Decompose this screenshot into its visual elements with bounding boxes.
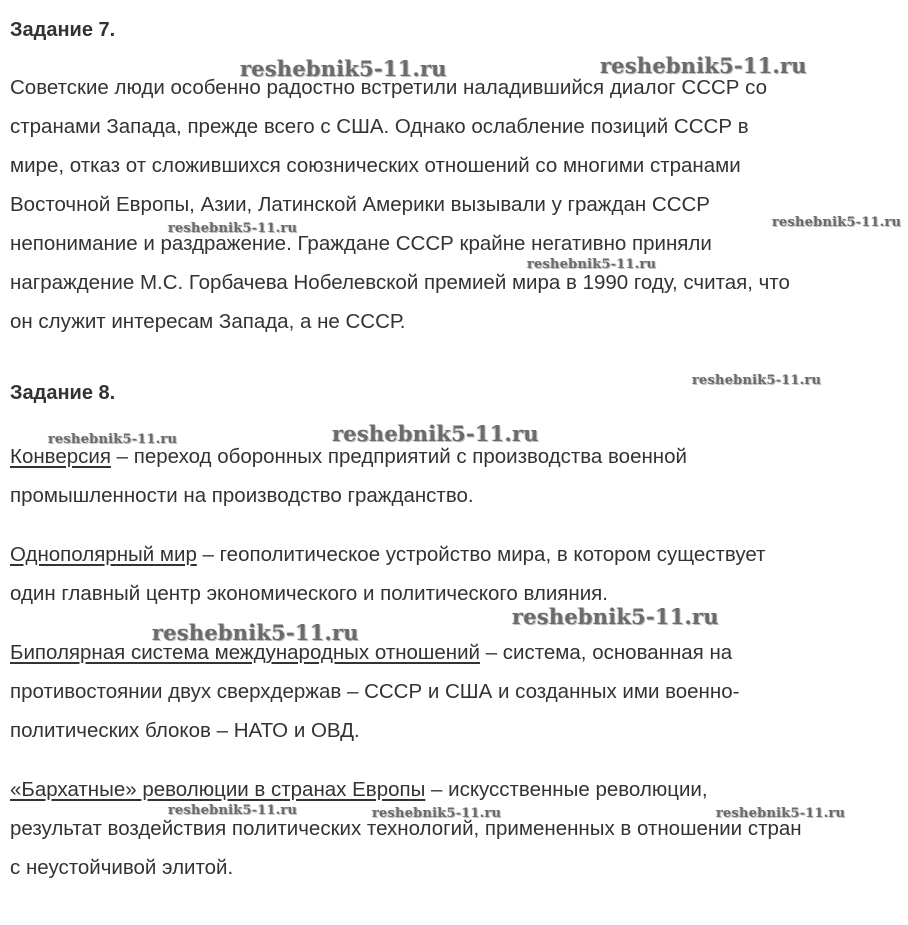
watermark: reshebnik5-11.ru [692, 373, 822, 388]
definition-line: промышленности на производство гражданство. [10, 484, 474, 507]
definition-bipolar-system [10, 633, 905, 750]
watermark: reshebnik5-11.ru [512, 604, 719, 629]
task7-line: странами Запада, прежде всего с США. Однако ослабление позиций СССР в [10, 115, 749, 138]
definition-konversiya [10, 437, 905, 515]
definition-first-line [10, 633, 905, 672]
task7-line: мире, отказ от сложившихся союзнических отношений со многими странами [10, 154, 741, 177]
task8-heading: Задание 8. [10, 382, 116, 404]
definition-velvet-revolutions [10, 770, 905, 887]
watermark: reshebnik5-11.ru [168, 803, 298, 818]
task7-paragraph [10, 68, 905, 341]
definition-term: Однополярный мир [10, 543, 197, 566]
task7-line: награждение М.С. Горбачева Нобелевской премией мира в 1990 году, считая, что [10, 271, 790, 294]
watermark: reshebnik5-11.ru [527, 257, 657, 272]
watermark: reshebnik5-11.ru [240, 56, 447, 81]
watermark: reshebnik5-11.ru [716, 806, 846, 821]
watermark: reshebnik5-11.ru [772, 215, 902, 230]
watermark: reshebnik5-11.ru [168, 221, 298, 236]
definition-text: – искусственные революции, [425, 778, 708, 801]
task7-line: он служит интересам Запада, а не СССР. [10, 310, 406, 333]
definition-first-line [10, 770, 905, 809]
task7-line: Восточной Европы, Азии, Латинской Америки вызывали у граждан СССР [10, 193, 710, 216]
definition-text: – переход оборонных предприятий с производства военной [110, 445, 687, 468]
definition-text: – геополитическое устройство мира, в котором существует [196, 543, 766, 566]
task7-line: Советские люди особенно радостно встретили наладившийся диалог СССР со [10, 76, 768, 99]
definition-line: результат воздействия политических технологий, примененных в отношении стран [10, 817, 802, 840]
task7-line: непонимание и раздражение. Граждане СССР крайне негативно приняли [10, 232, 712, 255]
definition-line: с неустойчивой элитой. [10, 856, 234, 879]
watermark: reshebnik5-11.ru [152, 620, 359, 645]
definition-line: один главный центр экономического и политического влияния. [10, 582, 608, 605]
watermark: reshebnik5-11.ru [332, 421, 539, 446]
definition-term: Биполярная система международных отношений [10, 641, 480, 664]
watermark: reshebnik5-11.ru [48, 432, 178, 447]
definition-term: «Бархатные» революции в странах Европы [10, 778, 426, 801]
task7-heading: Задание 7. [10, 19, 116, 41]
definition-first-line [10, 535, 905, 574]
watermark: reshebnik5-11.ru [372, 806, 502, 821]
watermark: reshebnik5-11.ru [600, 53, 807, 78]
definition-unipolar-world [10, 535, 905, 613]
definition-text: – система, основанная на [480, 641, 733, 664]
definition-term: Конверсия [10, 445, 111, 468]
definition-line: противостоянии двух сверхдержав – СССР и США и созданных ими военно- [10, 680, 740, 703]
definition-first-line [10, 437, 905, 476]
definition-line: политических блоков – НАТО и ОВД. [10, 719, 360, 742]
